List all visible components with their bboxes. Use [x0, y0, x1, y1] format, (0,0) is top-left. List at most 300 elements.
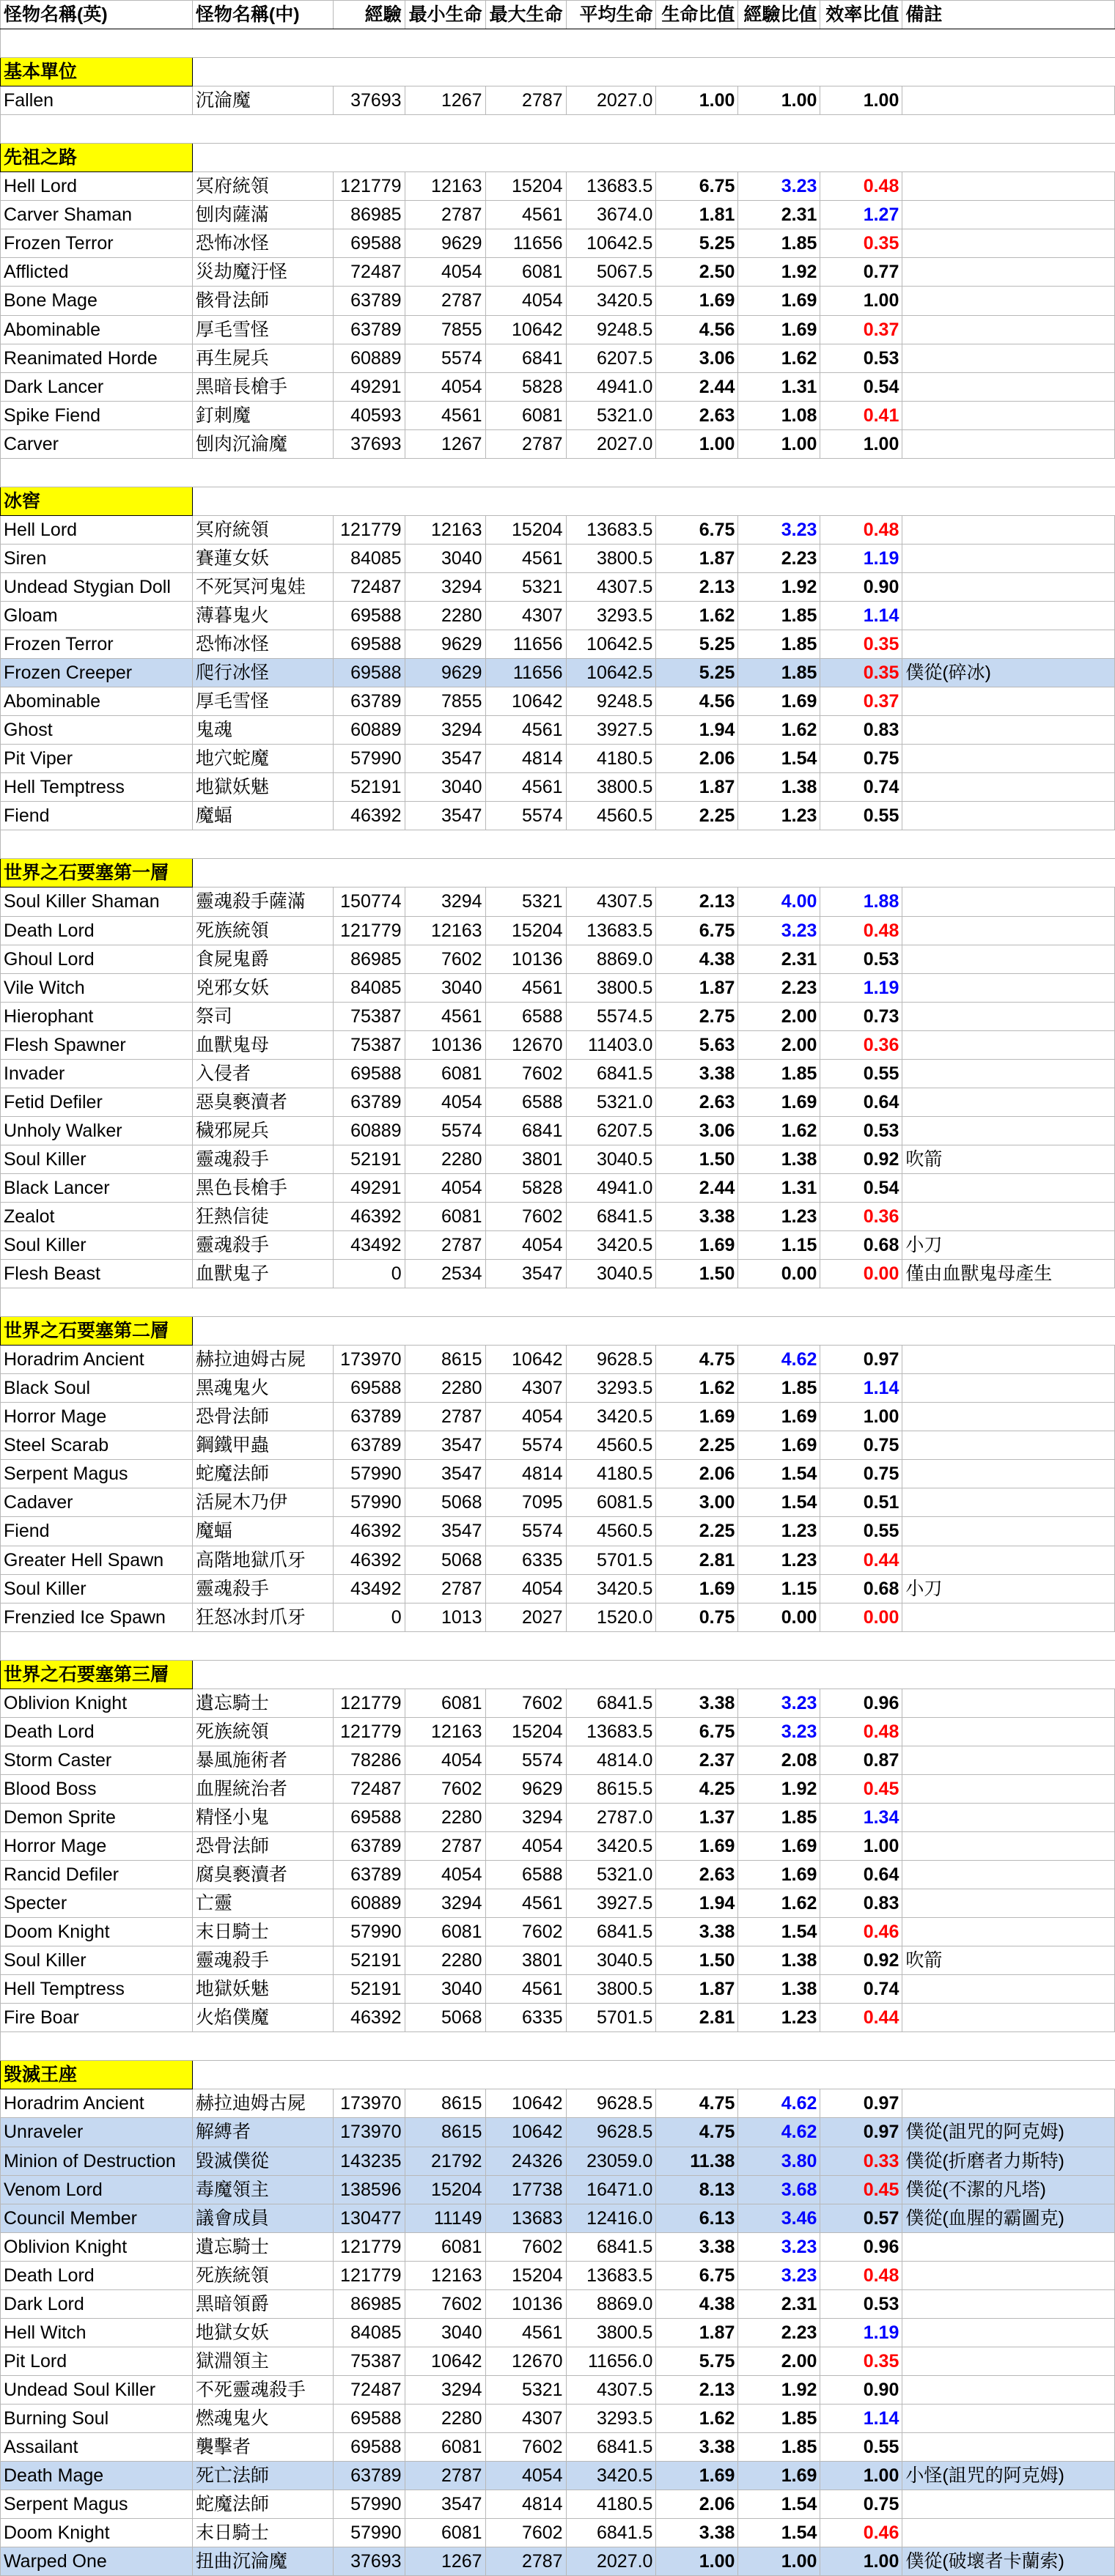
cell-note[interactable]: 僅由血獸鬼母產生 — [902, 1260, 1115, 1288]
cell-min-life[interactable]: 2280 — [405, 1946, 485, 1975]
cell-zh-name[interactable]: 襲擊者 — [192, 2432, 333, 2461]
cell-eff-ratio[interactable]: 0.48 — [820, 172, 902, 201]
cell-eff-ratio[interactable]: 0.68 — [820, 1231, 902, 1260]
cell-life-ratio[interactable]: 1.62 — [656, 1374, 738, 1403]
cell-zh-name[interactable]: 災劫魔汙怪 — [192, 258, 333, 287]
cell-life-ratio[interactable]: 4.38 — [656, 2289, 738, 2318]
empty-cell[interactable] — [192, 115, 333, 144]
cell-eff-ratio[interactable]: 0.44 — [820, 2004, 902, 2032]
cell-exp[interactable]: 60889 — [333, 344, 405, 372]
empty-cell[interactable] — [333, 115, 405, 144]
empty-cell[interactable] — [485, 29, 566, 58]
cell-en-name[interactable]: Unholy Walker — [1, 1116, 193, 1145]
cell-exp[interactable]: 84085 — [333, 544, 405, 572]
cell-max-life[interactable]: 5321 — [485, 887, 566, 916]
cell-life-ratio[interactable]: 3.38 — [656, 2519, 738, 2547]
cell-exp-ratio[interactable]: 4.62 — [738, 2118, 820, 2147]
cell-life-ratio[interactable]: 2.25 — [656, 802, 738, 830]
cell-zh-name[interactable]: 刨肉薩滿 — [192, 201, 333, 229]
cell-zh-name[interactable]: 解縛者 — [192, 2118, 333, 2147]
cell-exp[interactable]: 57990 — [333, 1488, 405, 1517]
cell-eff-ratio[interactable]: 0.53 — [820, 1116, 902, 1145]
cell-en-name[interactable]: Horadrim Ancient — [1, 2089, 193, 2118]
cell-zh-name[interactable]: 蛇魔法師 — [192, 1460, 333, 1488]
cell-min-life[interactable]: 8615 — [405, 2118, 485, 2147]
cell-min-life[interactable]: 5068 — [405, 1488, 485, 1517]
empty-cell[interactable] — [405, 2032, 485, 2061]
cell-zh-name[interactable]: 火焰僕魔 — [192, 2004, 333, 2032]
cell-eff-ratio[interactable]: 0.96 — [820, 1689, 902, 1717]
cell-life-ratio[interactable]: 1.87 — [656, 773, 738, 802]
cell-exp-ratio[interactable]: 1.54 — [738, 1488, 820, 1517]
cell-en-name[interactable]: Pit Lord — [1, 2347, 193, 2375]
cell-note[interactable] — [902, 258, 1115, 287]
cell-zh-name[interactable]: 爬行冰怪 — [192, 659, 333, 687]
empty-cell[interactable] — [333, 1288, 405, 1317]
cell-zh-name[interactable]: 死族統領 — [192, 916, 333, 945]
cell-life-ratio[interactable]: 4.75 — [656, 2089, 738, 2118]
cell-avg-life[interactable]: 3800.5 — [566, 1975, 656, 2004]
cell-max-life[interactable]: 4561 — [485, 2318, 566, 2347]
cell-exp[interactable]: 63789 — [333, 2462, 405, 2490]
cell-max-life[interactable]: 5828 — [485, 1173, 566, 1202]
cell-eff-ratio[interactable]: 0.77 — [820, 258, 902, 287]
cell-exp-ratio[interactable]: 1.54 — [738, 745, 820, 773]
empty-cell[interactable] — [656, 487, 738, 515]
cell-eff-ratio[interactable]: 0.33 — [820, 2147, 902, 2175]
cell-en-name[interactable]: Minion of Destruction — [1, 2147, 193, 2175]
cell-min-life[interactable]: 7855 — [405, 687, 485, 716]
cell-life-ratio[interactable]: 2.06 — [656, 1460, 738, 1488]
cell-min-life[interactable]: 12163 — [405, 515, 485, 544]
cell-en-name[interactable]: Storm Caster — [1, 1746, 193, 1774]
empty-cell[interactable] — [405, 1631, 485, 1660]
cell-zh-name[interactable]: 精怪小鬼 — [192, 1803, 333, 1831]
cell-life-ratio[interactable]: 1.00 — [656, 2547, 738, 2576]
cell-avg-life[interactable]: 3420.5 — [566, 287, 656, 315]
cell-avg-life[interactable]: 3293.5 — [566, 2404, 656, 2432]
cell-note[interactable] — [902, 1689, 1115, 1717]
cell-min-life[interactable]: 21792 — [405, 2147, 485, 2175]
empty-cell[interactable] — [405, 115, 485, 144]
cell-max-life[interactable]: 4814 — [485, 745, 566, 773]
cell-note[interactable] — [902, 1346, 1115, 1374]
cell-exp[interactable]: 121779 — [333, 2261, 405, 2289]
cell-life-ratio[interactable]: 1.69 — [656, 2462, 738, 2490]
cell-note[interactable] — [902, 1030, 1115, 1059]
cell-note[interactable] — [902, 2404, 1115, 2432]
cell-eff-ratio[interactable]: 1.14 — [820, 601, 902, 630]
cell-life-ratio[interactable]: 4.56 — [656, 687, 738, 716]
cell-zh-name[interactable]: 冥府統領 — [192, 172, 333, 201]
cell-zh-name[interactable]: 靈魂殺手 — [192, 1574, 333, 1603]
cell-min-life[interactable]: 4561 — [405, 401, 485, 429]
empty-cell[interactable] — [192, 58, 333, 86]
cell-note[interactable] — [902, 1861, 1115, 1889]
cell-max-life[interactable]: 12670 — [485, 1030, 566, 1059]
cell-en-name[interactable]: Spike Fiend — [1, 401, 193, 429]
empty-cell[interactable] — [405, 830, 485, 859]
cell-exp[interactable]: 69588 — [333, 630, 405, 659]
cell-en-name[interactable]: Gloam — [1, 601, 193, 630]
cell-eff-ratio[interactable]: 1.27 — [820, 201, 902, 229]
cell-exp[interactable]: 173970 — [333, 1346, 405, 1374]
cell-eff-ratio[interactable]: 0.97 — [820, 1346, 902, 1374]
cell-min-life[interactable]: 1267 — [405, 86, 485, 115]
cell-exp-ratio[interactable]: 1.23 — [738, 802, 820, 830]
cell-note[interactable] — [902, 2232, 1115, 2261]
cell-max-life[interactable]: 7602 — [485, 1918, 566, 1946]
cell-note[interactable]: 僕從(不潔的凡塔) — [902, 2175, 1115, 2204]
cell-eff-ratio[interactable]: 0.41 — [820, 401, 902, 429]
cell-note[interactable]: 僕從(破壞者卡蘭索) — [902, 2547, 1115, 2576]
cell-eff-ratio[interactable]: 0.57 — [820, 2204, 902, 2232]
empty-cell[interactable] — [485, 58, 566, 86]
cell-min-life[interactable]: 12163 — [405, 916, 485, 945]
cell-en-name[interactable]: Horadrim Ancient — [1, 1346, 193, 1374]
cell-avg-life[interactable]: 1520.0 — [566, 1603, 656, 1631]
cell-min-life[interactable]: 2787 — [405, 1231, 485, 1260]
cell-avg-life[interactable]: 3420.5 — [566, 1403, 656, 1431]
cell-avg-life[interactable]: 10642.5 — [566, 229, 656, 258]
cell-min-life[interactable]: 12163 — [405, 2261, 485, 2289]
empty-cell[interactable] — [1, 29, 193, 58]
cell-eff-ratio[interactable]: 0.75 — [820, 1460, 902, 1488]
empty-cell[interactable] — [485, 2032, 566, 2061]
cell-exp-ratio[interactable]: 4.00 — [738, 887, 820, 916]
cell-exp-ratio[interactable]: 2.23 — [738, 544, 820, 572]
cell-en-name[interactable]: Rancid Defiler — [1, 1861, 193, 1889]
cell-note[interactable] — [902, 1431, 1115, 1460]
cell-en-name[interactable]: Fiend — [1, 802, 193, 830]
cell-eff-ratio[interactable]: 0.74 — [820, 1975, 902, 2004]
header-cell-avg-life[interactable]: 平均生命 — [566, 1, 656, 29]
cell-eff-ratio[interactable]: 0.55 — [820, 1059, 902, 1088]
cell-en-name[interactable]: Oblivion Knight — [1, 1689, 193, 1717]
cell-exp[interactable]: 86985 — [333, 201, 405, 229]
empty-cell[interactable] — [333, 2061, 405, 2089]
cell-exp-ratio[interactable]: 3.23 — [738, 916, 820, 945]
cell-max-life[interactable]: 10136 — [485, 945, 566, 973]
cell-exp-ratio[interactable]: 1.69 — [738, 1431, 820, 1460]
cell-exp-ratio[interactable]: 2.31 — [738, 201, 820, 229]
cell-en-name[interactable]: Ghost — [1, 716, 193, 745]
cell-exp[interactable]: 143235 — [333, 2147, 405, 2175]
cell-avg-life[interactable]: 5321.0 — [566, 1861, 656, 1889]
cell-eff-ratio[interactable]: 1.14 — [820, 2404, 902, 2432]
cell-en-name[interactable]: Undead Stygian Doll — [1, 572, 193, 601]
empty-cell[interactable] — [485, 2061, 566, 2089]
cell-life-ratio[interactable]: 1.69 — [656, 1832, 738, 1861]
cell-min-life[interactable]: 4054 — [405, 372, 485, 401]
cell-en-name[interactable]: Horror Mage — [1, 1403, 193, 1431]
cell-life-ratio[interactable]: 2.81 — [656, 2004, 738, 2032]
cell-note[interactable] — [902, 973, 1115, 1002]
cell-exp[interactable]: 121779 — [333, 916, 405, 945]
cell-zh-name[interactable]: 狂熱信徒 — [192, 1202, 333, 1230]
cell-en-name[interactable]: Soul Killer — [1, 1145, 193, 1173]
empty-cell[interactable] — [405, 1288, 485, 1317]
cell-note[interactable] — [902, 945, 1115, 973]
cell-zh-name[interactable]: 厚毛雪怪 — [192, 315, 333, 344]
cell-min-life[interactable]: 2787 — [405, 1574, 485, 1603]
cell-life-ratio[interactable]: 2.44 — [656, 372, 738, 401]
cell-en-name[interactable]: Carver — [1, 429, 193, 458]
cell-max-life[interactable]: 4054 — [485, 1832, 566, 1861]
empty-cell[interactable] — [566, 458, 656, 487]
cell-note[interactable] — [902, 887, 1115, 916]
cell-exp[interactable]: 46392 — [333, 1546, 405, 1574]
cell-note[interactable] — [902, 716, 1115, 745]
cell-exp-ratio[interactable]: 1.38 — [738, 1975, 820, 2004]
cell-avg-life[interactable]: 4180.5 — [566, 2490, 656, 2519]
cell-avg-life[interactable]: 9248.5 — [566, 687, 656, 716]
empty-cell[interactable] — [566, 487, 656, 515]
cell-min-life[interactable]: 1267 — [405, 429, 485, 458]
empty-cell[interactable] — [333, 1631, 405, 1660]
cell-exp-ratio[interactable]: 3.23 — [738, 2232, 820, 2261]
cell-exp-ratio[interactable]: 2.00 — [738, 2347, 820, 2375]
cell-eff-ratio[interactable]: 1.00 — [820, 1403, 902, 1431]
cell-exp-ratio[interactable]: 1.85 — [738, 630, 820, 659]
cell-zh-name[interactable]: 議會成員 — [192, 2204, 333, 2232]
cell-zh-name[interactable]: 狂怒冰封爪牙 — [192, 1603, 333, 1631]
cell-zh-name[interactable]: 獄淵領主 — [192, 2347, 333, 2375]
cell-life-ratio[interactable]: 3.06 — [656, 1116, 738, 1145]
cell-zh-name[interactable]: 蛇魔法師 — [192, 2490, 333, 2519]
empty-cell[interactable] — [656, 1317, 738, 1346]
cell-max-life[interactable]: 3801 — [485, 1946, 566, 1975]
empty-cell[interactable] — [1, 458, 193, 487]
cell-exp-ratio[interactable]: 2.00 — [738, 1030, 820, 1059]
cell-max-life[interactable]: 2787 — [485, 2547, 566, 2576]
cell-zh-name[interactable]: 毀滅僕從 — [192, 2147, 333, 2175]
cell-life-ratio[interactable]: 3.38 — [656, 1202, 738, 1230]
cell-exp[interactable]: 46392 — [333, 802, 405, 830]
cell-exp[interactable]: 63789 — [333, 287, 405, 315]
cell-exp[interactable]: 84085 — [333, 973, 405, 1002]
cell-max-life[interactable]: 4814 — [485, 2490, 566, 2519]
cell-avg-life[interactable]: 6207.5 — [566, 344, 656, 372]
cell-eff-ratio[interactable]: 0.54 — [820, 1173, 902, 1202]
cell-min-life[interactable]: 6081 — [405, 2519, 485, 2547]
cell-exp-ratio[interactable]: 1.92 — [738, 572, 820, 601]
cell-note[interactable] — [902, 229, 1115, 258]
cell-exp[interactable]: 173970 — [333, 2089, 405, 2118]
cell-exp-ratio[interactable]: 4.62 — [738, 1346, 820, 1374]
cell-zh-name[interactable]: 赫拉迪姆古屍 — [192, 2089, 333, 2118]
cell-max-life[interactable]: 4054 — [485, 287, 566, 315]
cell-note[interactable] — [902, 372, 1115, 401]
cell-life-ratio[interactable]: 1.94 — [656, 716, 738, 745]
cell-life-ratio[interactable]: 8.13 — [656, 2175, 738, 2204]
section-title[interactable]: 世界之石要塞第三層 — [1, 1660, 193, 1689]
cell-eff-ratio[interactable]: 0.64 — [820, 1861, 902, 1889]
cell-exp[interactable]: 37693 — [333, 86, 405, 115]
empty-cell[interactable] — [485, 1317, 566, 1346]
cell-exp-ratio[interactable]: 1.69 — [738, 2462, 820, 2490]
cell-exp-ratio[interactable]: 1.54 — [738, 2490, 820, 2519]
cell-life-ratio[interactable]: 2.13 — [656, 572, 738, 601]
cell-avg-life[interactable]: 11656.0 — [566, 2347, 656, 2375]
cell-exp[interactable]: 72487 — [333, 572, 405, 601]
cell-note[interactable] — [902, 2347, 1115, 2375]
cell-note[interactable]: 小刀 — [902, 1231, 1115, 1260]
cell-eff-ratio[interactable]: 0.54 — [820, 372, 902, 401]
cell-avg-life[interactable]: 13683.5 — [566, 515, 656, 544]
cell-note[interactable] — [902, 1173, 1115, 1202]
cell-exp-ratio[interactable]: 4.62 — [738, 2089, 820, 2118]
empty-cell[interactable] — [656, 458, 738, 487]
cell-max-life[interactable]: 7602 — [485, 1689, 566, 1717]
empty-cell[interactable] — [333, 1317, 405, 1346]
cell-avg-life[interactable]: 10642.5 — [566, 659, 656, 687]
cell-note[interactable] — [902, 429, 1115, 458]
empty-cell[interactable] — [566, 830, 656, 859]
empty-cell[interactable] — [333, 2032, 405, 2061]
cell-max-life[interactable]: 12670 — [485, 2347, 566, 2375]
cell-note[interactable] — [902, 515, 1115, 544]
cell-avg-life[interactable]: 5701.5 — [566, 1546, 656, 1574]
cell-eff-ratio[interactable]: 0.55 — [820, 1517, 902, 1546]
cell-life-ratio[interactable]: 1.94 — [656, 1889, 738, 1918]
cell-en-name[interactable]: Black Soul — [1, 1374, 193, 1403]
cell-note[interactable] — [902, 1717, 1115, 1746]
cell-max-life[interactable]: 5574 — [485, 1431, 566, 1460]
cell-en-name[interactable]: Hell Witch — [1, 2318, 193, 2347]
cell-max-life[interactable]: 4561 — [485, 1889, 566, 1918]
cell-exp-ratio[interactable]: 1.85 — [738, 2432, 820, 2461]
cell-en-name[interactable]: Black Lancer — [1, 1173, 193, 1202]
cell-life-ratio[interactable]: 6.75 — [656, 172, 738, 201]
cell-life-ratio[interactable]: 1.87 — [656, 544, 738, 572]
cell-avg-life[interactable]: 4814.0 — [566, 1746, 656, 1774]
cell-avg-life[interactable]: 9628.5 — [566, 2089, 656, 2118]
cell-avg-life[interactable]: 4307.5 — [566, 2375, 656, 2404]
cell-exp[interactable]: 37693 — [333, 429, 405, 458]
cell-exp-ratio[interactable]: 1.62 — [738, 716, 820, 745]
cell-note[interactable] — [902, 2261, 1115, 2289]
cell-life-ratio[interactable]: 1.69 — [656, 1403, 738, 1431]
cell-max-life[interactable]: 15204 — [485, 2261, 566, 2289]
cell-note[interactable] — [902, 2318, 1115, 2347]
cell-zh-name[interactable]: 血獸鬼子 — [192, 1260, 333, 1288]
section-title[interactable]: 基本單位 — [1, 58, 193, 86]
cell-en-name[interactable]: Blood Boss — [1, 1774, 193, 1803]
cell-exp-ratio[interactable]: 1.92 — [738, 1774, 820, 1803]
cell-en-name[interactable]: Soul Killer — [1, 1946, 193, 1975]
cell-eff-ratio[interactable]: 1.19 — [820, 2318, 902, 2347]
empty-cell[interactable] — [192, 830, 333, 859]
cell-exp[interactable]: 46392 — [333, 1202, 405, 1230]
cell-note[interactable] — [902, 1116, 1115, 1145]
cell-note[interactable]: 小怪(詛咒的阿克姆) — [902, 2462, 1115, 2490]
cell-avg-life[interactable]: 8615.5 — [566, 1774, 656, 1803]
cell-exp[interactable]: 63789 — [333, 1861, 405, 1889]
cell-eff-ratio[interactable]: 1.88 — [820, 887, 902, 916]
cell-note[interactable] — [902, 630, 1115, 659]
cell-exp-ratio[interactable]: 2.08 — [738, 1746, 820, 1774]
cell-zh-name[interactable]: 活屍木乃伊 — [192, 1488, 333, 1517]
cell-exp[interactable]: 46392 — [333, 1517, 405, 1546]
cell-exp-ratio[interactable]: 1.38 — [738, 1946, 820, 1975]
cell-eff-ratio[interactable]: 1.19 — [820, 973, 902, 1002]
empty-cell[interactable] — [405, 859, 485, 887]
empty-cell[interactable] — [902, 115, 1115, 144]
cell-avg-life[interactable]: 12416.0 — [566, 2204, 656, 2232]
cell-zh-name[interactable]: 末日騎士 — [192, 1918, 333, 1946]
cell-exp-ratio[interactable]: 1.38 — [738, 773, 820, 802]
cell-min-life[interactable]: 5068 — [405, 2004, 485, 2032]
cell-eff-ratio[interactable]: 0.96 — [820, 2232, 902, 2261]
empty-cell[interactable] — [820, 144, 902, 172]
cell-zh-name[interactable]: 末日騎士 — [192, 2519, 333, 2547]
cell-exp[interactable]: 60889 — [333, 1116, 405, 1145]
cell-max-life[interactable]: 4054 — [485, 1574, 566, 1603]
cell-eff-ratio[interactable]: 0.35 — [820, 229, 902, 258]
cell-en-name[interactable]: Frozen Terror — [1, 229, 193, 258]
cell-zh-name[interactable]: 不死靈魂殺手 — [192, 2375, 333, 2404]
cell-max-life[interactable]: 4054 — [485, 2462, 566, 2490]
empty-cell[interactable] — [738, 830, 820, 859]
empty-cell[interactable] — [566, 859, 656, 887]
cell-min-life[interactable]: 6081 — [405, 2432, 485, 2461]
cell-en-name[interactable]: Abominable — [1, 687, 193, 716]
cell-life-ratio[interactable]: 1.37 — [656, 1803, 738, 1831]
cell-min-life[interactable]: 12163 — [405, 172, 485, 201]
cell-eff-ratio[interactable]: 0.00 — [820, 1260, 902, 1288]
cell-exp-ratio[interactable]: 3.23 — [738, 1689, 820, 1717]
cell-eff-ratio[interactable]: 0.45 — [820, 2175, 902, 2204]
cell-note[interactable] — [902, 1918, 1115, 1946]
cell-exp-ratio[interactable]: 2.31 — [738, 2289, 820, 2318]
cell-avg-life[interactable]: 4560.5 — [566, 802, 656, 830]
header-cell-exp-ratio[interactable]: 經驗比值 — [738, 1, 820, 29]
cell-avg-life[interactable]: 2027.0 — [566, 429, 656, 458]
header-cell-en-name[interactable]: 怪物名稱(英) — [1, 1, 193, 29]
empty-cell[interactable] — [192, 2061, 333, 2089]
cell-max-life[interactable]: 6335 — [485, 1546, 566, 1574]
cell-min-life[interactable]: 3040 — [405, 773, 485, 802]
cell-note[interactable] — [902, 315, 1115, 344]
empty-cell[interactable] — [820, 2032, 902, 2061]
cell-avg-life[interactable]: 3420.5 — [566, 2462, 656, 2490]
empty-cell[interactable] — [485, 1288, 566, 1317]
cell-zh-name[interactable]: 赫拉迪姆古屍 — [192, 1346, 333, 1374]
cell-max-life[interactable]: 11656 — [485, 630, 566, 659]
cell-max-life[interactable]: 2787 — [485, 86, 566, 115]
cell-eff-ratio[interactable]: 0.92 — [820, 1946, 902, 1975]
cell-zh-name[interactable]: 惡臭褻瀆者 — [192, 1088, 333, 1116]
cell-exp[interactable]: 57990 — [333, 745, 405, 773]
cell-zh-name[interactable]: 遺忘騎士 — [192, 1689, 333, 1717]
cell-eff-ratio[interactable]: 0.36 — [820, 1030, 902, 1059]
cell-zh-name[interactable]: 黑魂鬼火 — [192, 1374, 333, 1403]
cell-zh-name[interactable]: 恐骨法師 — [192, 1403, 333, 1431]
cell-min-life[interactable]: 5574 — [405, 1116, 485, 1145]
cell-max-life[interactable]: 7602 — [485, 2232, 566, 2261]
cell-life-ratio[interactable]: 1.62 — [656, 601, 738, 630]
cell-exp-ratio[interactable]: 1.54 — [738, 2519, 820, 2547]
header-cell-min-life[interactable]: 最小生命 — [405, 1, 485, 29]
cell-eff-ratio[interactable]: 0.46 — [820, 2519, 902, 2547]
cell-exp-ratio[interactable]: 3.23 — [738, 515, 820, 544]
cell-zh-name[interactable]: 靈魂殺手 — [192, 1231, 333, 1260]
empty-cell[interactable] — [902, 458, 1115, 487]
cell-min-life[interactable]: 3040 — [405, 973, 485, 1002]
cell-en-name[interactable]: Warped One — [1, 2547, 193, 2576]
cell-avg-life[interactable]: 3800.5 — [566, 2318, 656, 2347]
